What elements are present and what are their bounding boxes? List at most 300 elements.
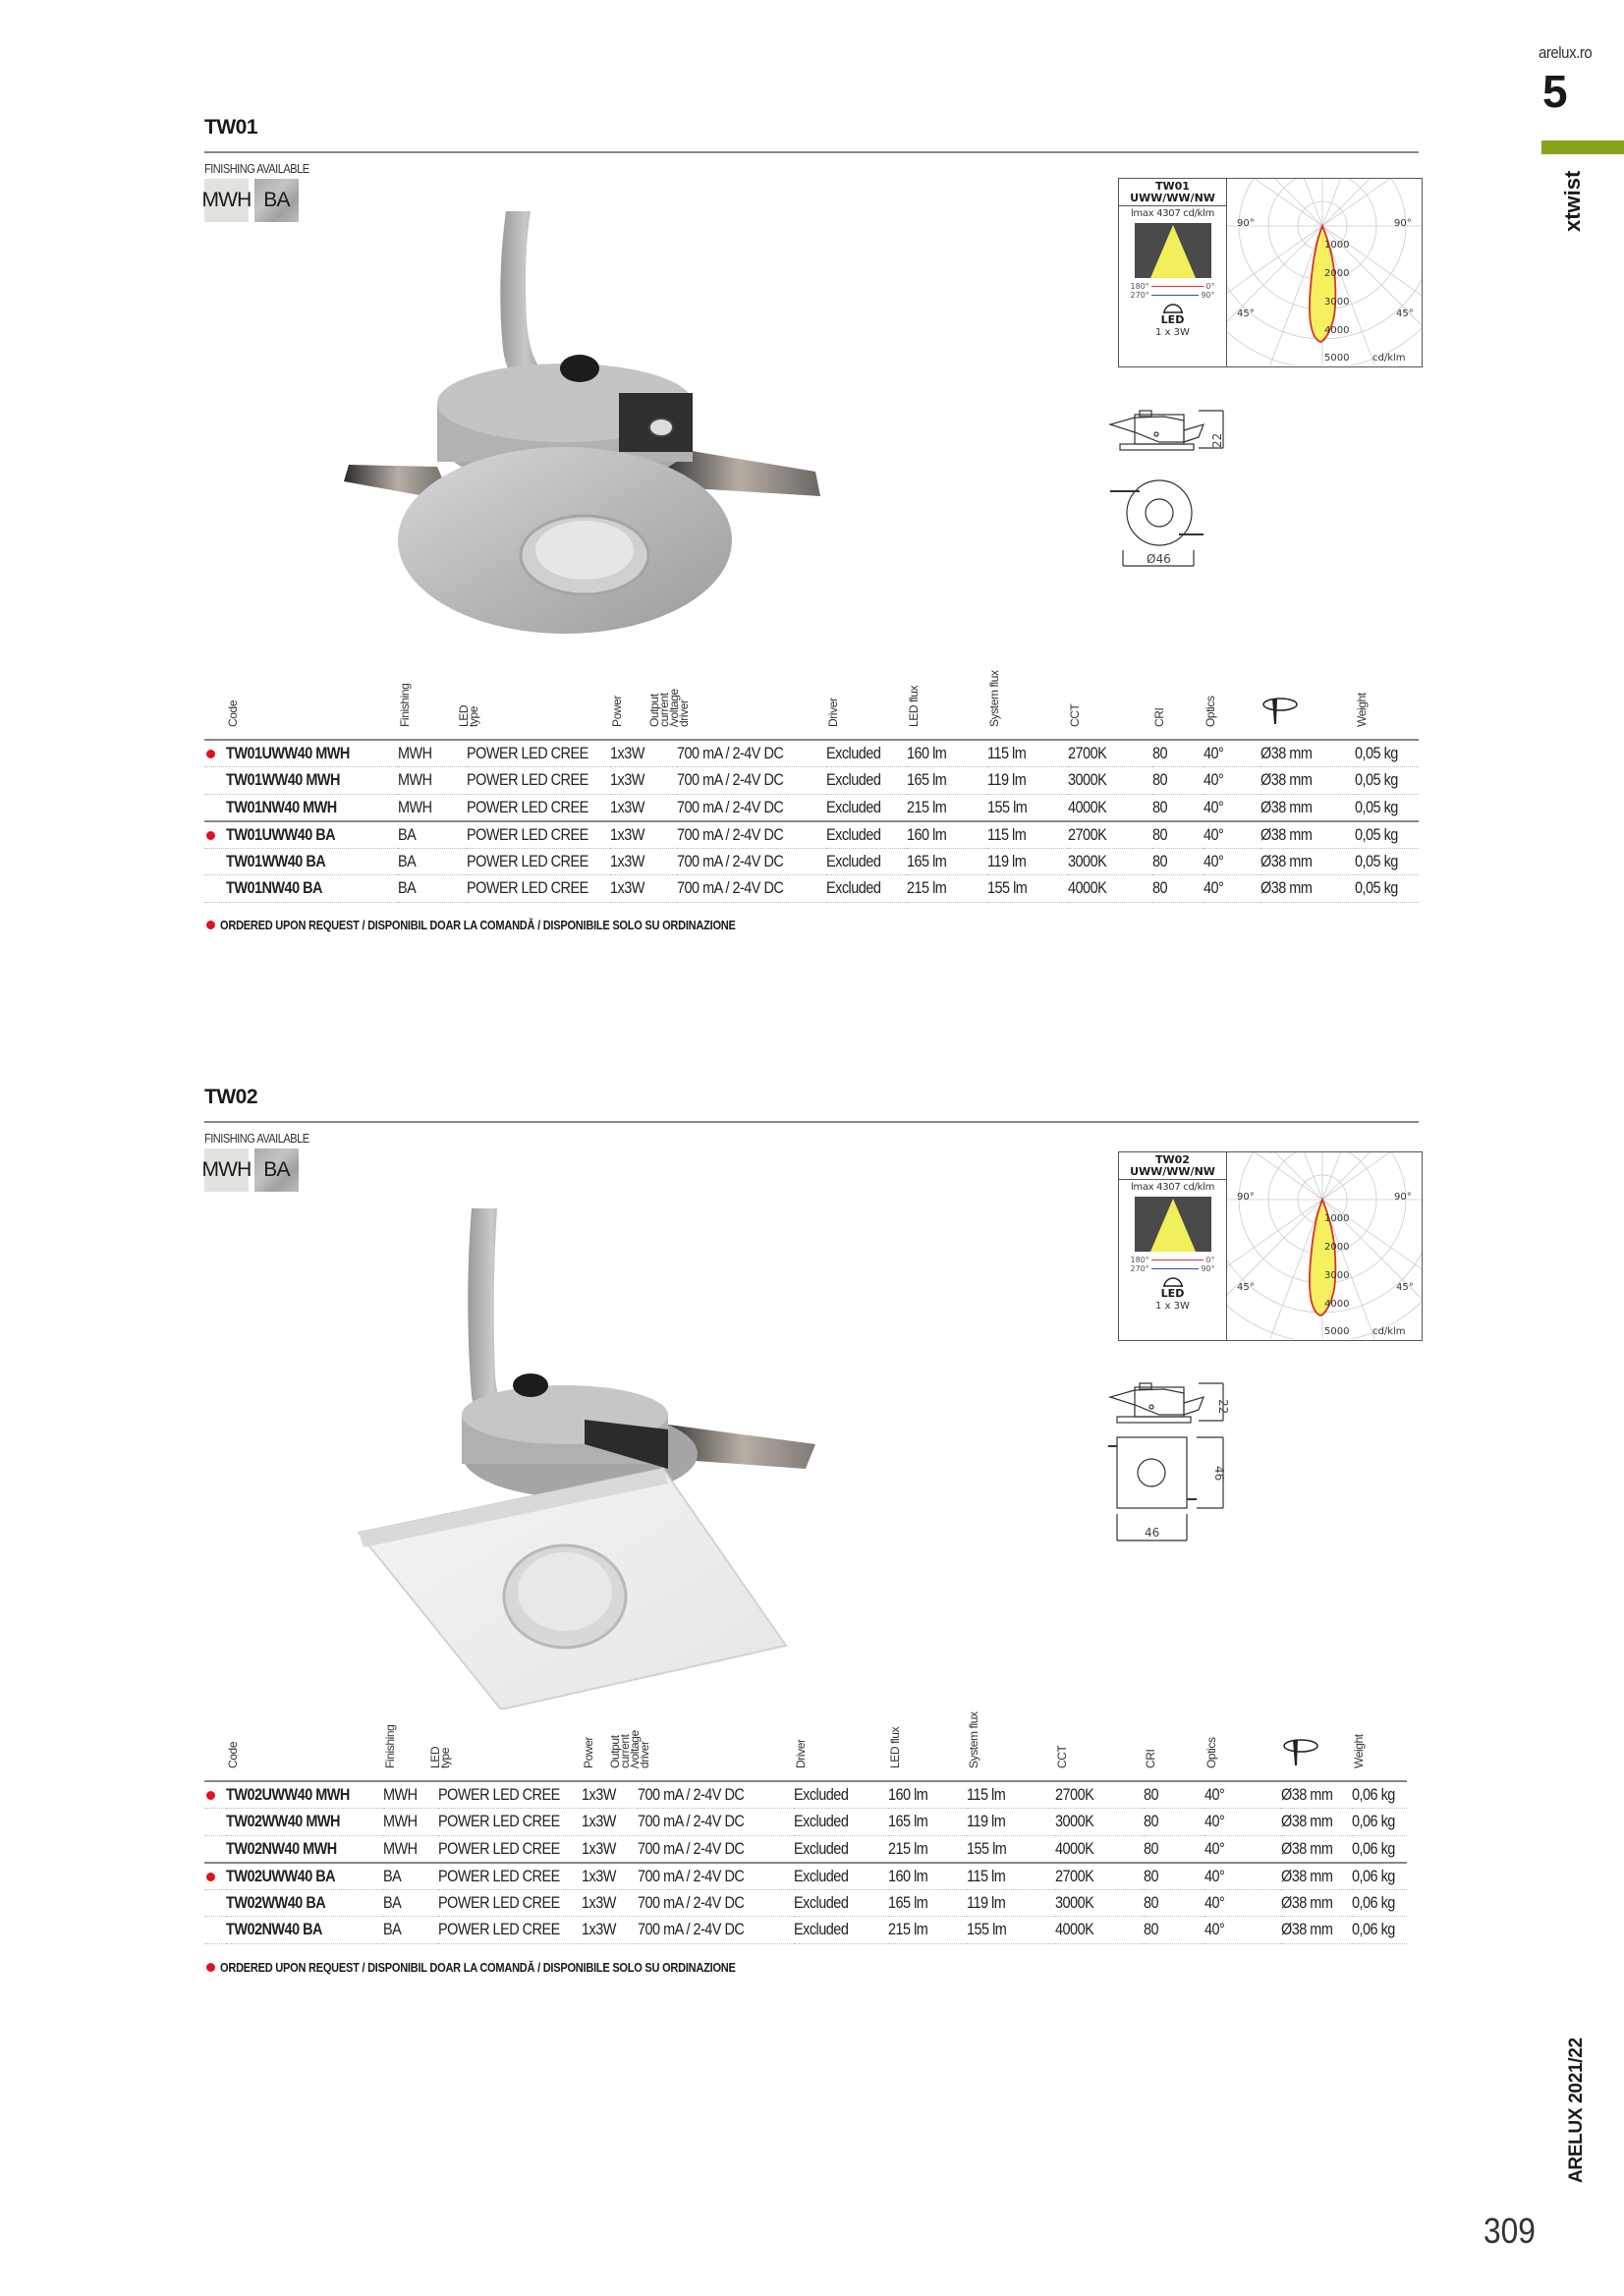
legend-left-label: 180° — [1130, 1256, 1149, 1264]
cell-text: 80 — [1151, 797, 1167, 816]
cell-cut — [1281, 1809, 1352, 1836]
cell-cri — [1152, 794, 1204, 821]
col-header-output: Output current /voltage driver — [607, 1730, 651, 1768]
table-row — [204, 767, 1419, 795]
cell-led-flux — [888, 1889, 967, 1917]
cell-text: TW01WW40 BA — [226, 851, 326, 870]
finishing-label: FINISHING AVAILABLE — [204, 1131, 309, 1146]
cell-text: TW01NW40 MWH — [226, 797, 337, 816]
cell-text: 155 lm — [986, 878, 1027, 898]
cell-text: MWH — [383, 1812, 418, 1831]
cell-text: 0,05 kg — [1354, 770, 1398, 790]
cell-text: 4000K — [1067, 797, 1106, 816]
cell-text: 1x3W — [581, 1785, 616, 1804]
cell-text: 1x3W — [609, 744, 644, 762]
cell-cct — [1055, 1809, 1144, 1836]
dimension-height: 22 — [1216, 1399, 1230, 1415]
order-note-text: ORDERED UPON REQUEST / DISPONIBIL DOAR LA COMANDĂ / DISPONIBILE SOLO SU ORDINAZIONE — [220, 1960, 736, 1975]
cell-led-type — [438, 1781, 582, 1809]
beam-diameter-icon — [1281, 1738, 1320, 1767]
cell-weight — [1355, 821, 1419, 849]
legend-line-blue — [1151, 1268, 1200, 1269]
cell-driver — [794, 1863, 888, 1890]
cell-text: BA — [398, 851, 417, 870]
photometric-variants: UWW/WW/NW — [1130, 1165, 1215, 1178]
col-header-led-flux: LED flux — [906, 685, 921, 727]
cell-cri — [1152, 875, 1204, 903]
ring-label: 4000 — [1324, 325, 1350, 336]
cell-cut — [1281, 1917, 1352, 1944]
cell-weight — [1352, 1863, 1407, 1890]
cell-text: Excluded — [793, 1812, 848, 1831]
cell-power — [582, 1781, 638, 1809]
ring-label: 1000 — [1324, 240, 1350, 251]
cell-text: Excluded — [825, 878, 880, 898]
cell-led-flux — [888, 1781, 967, 1809]
cell-text: TW01UWW40 BA — [226, 824, 336, 844]
cell-cut — [1281, 1835, 1352, 1863]
cell-text: 0,05 kg — [1354, 797, 1398, 816]
red-dot-icon — [206, 1963, 215, 1972]
cell-cct — [1068, 767, 1152, 795]
cell-output — [638, 1835, 794, 1863]
cell-text: TW02NW40 MWH — [226, 1838, 337, 1858]
cell-weight — [1352, 1835, 1407, 1863]
cell-text: TW02WW40 BA — [226, 1892, 326, 1912]
technical-drawing-tw02 — [1105, 1375, 1253, 1547]
cell-optics — [1204, 1835, 1281, 1863]
cell-system-flux — [967, 1835, 1055, 1863]
cell-cut — [1281, 1889, 1352, 1917]
cell-cut — [1281, 1863, 1352, 1890]
cell-finishing — [383, 1863, 438, 1890]
chapter-accent-bar — [1541, 140, 1624, 154]
cell-cut — [1260, 821, 1355, 849]
cell-finishing — [383, 1781, 438, 1809]
dimension-width: 46 — [1145, 1526, 1160, 1540]
cell-text: POWER LED CREE — [438, 1812, 560, 1831]
cell-text: Excluded — [825, 851, 880, 870]
ring-label: 5000 — [1324, 353, 1350, 364]
section-title: TW01 — [204, 116, 258, 139]
ring-label: 3000 — [1324, 297, 1350, 308]
cell-power — [582, 1917, 638, 1944]
cell-text: Excluded — [793, 1866, 848, 1885]
col-header-finishing: Finishing — [383, 1724, 397, 1768]
photometric-info — [1119, 1152, 1227, 1340]
table-row — [204, 848, 1419, 875]
cell-cri — [1152, 848, 1204, 875]
cell-power — [610, 767, 677, 795]
dimension-height: 22 — [1210, 432, 1224, 448]
cell-system-flux — [987, 821, 1068, 849]
cell-text: 160 lm — [887, 1785, 927, 1804]
col-header-system-flux: System flux — [986, 670, 1001, 727]
cell-code — [226, 1809, 383, 1836]
photometric-header — [1119, 1152, 1226, 1180]
beam-cone-icon — [1135, 223, 1211, 278]
cell-optics — [1204, 1917, 1281, 1944]
cell-power — [582, 1889, 638, 1917]
angle-label: 45° — [1396, 1282, 1414, 1293]
cell-driver — [794, 1889, 888, 1917]
red-dot-icon — [206, 750, 215, 758]
cell-cct — [1068, 794, 1152, 821]
cell-text: Excluded — [793, 1785, 848, 1804]
angle-label: 90° — [1394, 1192, 1412, 1203]
cell-optics — [1204, 767, 1260, 795]
cell-text: MWH — [398, 770, 432, 790]
angle-label: 90° — [1237, 218, 1255, 229]
cell-system-flux — [987, 794, 1068, 821]
cell-finishing — [383, 1889, 438, 1917]
cell-text: 40° — [1204, 1892, 1224, 1912]
led-icon — [1161, 304, 1185, 325]
order-indicator-cell — [204, 1863, 226, 1890]
cell-optics — [1204, 1863, 1281, 1890]
cell-led-type — [438, 1835, 582, 1863]
cell-text: 115 lm — [986, 744, 1026, 762]
table-row — [204, 821, 1419, 849]
cell-led-type — [467, 875, 610, 903]
cell-text: 215 lm — [887, 1838, 927, 1858]
ring-label: 4000 — [1324, 1299, 1350, 1310]
col-header-code: Code — [226, 1741, 240, 1768]
cell-text: POWER LED CREE — [467, 797, 588, 816]
cell-text: 40° — [1204, 1866, 1224, 1885]
cell-text: 80 — [1143, 1785, 1158, 1804]
cell-led-type — [438, 1863, 582, 1890]
cell-finishing — [398, 875, 467, 903]
legend-right-label: 90° — [1201, 291, 1215, 300]
cell-text: 215 lm — [887, 1920, 927, 1939]
cell-driver — [794, 1781, 888, 1809]
cell-text: 1x3W — [609, 797, 644, 816]
curve-legend — [1131, 282, 1215, 300]
cell-text: 3000K — [1054, 1812, 1093, 1831]
cell-text: Excluded — [793, 1838, 848, 1858]
cell-code — [226, 1863, 383, 1890]
cell-led-type — [467, 740, 610, 767]
cell-text: Excluded — [825, 744, 880, 762]
cell-cct — [1055, 1889, 1144, 1917]
cell-text: 0,05 kg — [1354, 851, 1398, 870]
cell-code — [226, 1835, 383, 1863]
cell-driver — [826, 740, 907, 767]
cell-code — [226, 1781, 383, 1809]
cell-finishing — [398, 767, 467, 795]
cell-cri — [1144, 1863, 1204, 1890]
cell-cut — [1260, 875, 1355, 903]
cell-cri — [1152, 821, 1204, 849]
cell-text: 119 lm — [986, 770, 1026, 790]
cell-text: 40° — [1204, 1785, 1224, 1804]
cell-driver — [826, 767, 907, 795]
cell-text: Ø38 mm — [1280, 1785, 1332, 1804]
col-header-power: Power — [581, 1736, 595, 1768]
order-note — [206, 918, 826, 932]
cell-led-type — [467, 848, 610, 875]
col-header-output: Output current /voltage driver — [646, 689, 691, 727]
cell-led-flux — [907, 848, 987, 875]
cell-finishing — [398, 848, 467, 875]
cell-text: Ø38 mm — [1280, 1892, 1332, 1912]
cell-cct — [1068, 740, 1152, 767]
cell-output — [677, 875, 826, 903]
cell-cct — [1055, 1863, 1144, 1890]
angle-label: 45° — [1237, 308, 1255, 319]
table-row — [204, 740, 1419, 767]
cell-text: POWER LED CREE — [467, 744, 588, 762]
cell-text: TW02UWW40 BA — [226, 1866, 336, 1885]
polar-plot — [1227, 179, 1422, 366]
cell-text: 3000K — [1067, 770, 1106, 790]
cell-cut — [1260, 740, 1355, 767]
cell-text: 155 lm — [966, 1920, 1006, 1939]
cell-code — [226, 848, 398, 875]
cell-text: 4000K — [1054, 1920, 1093, 1939]
cell-output — [638, 1889, 794, 1917]
cell-text: 40° — [1203, 878, 1223, 898]
ring-label: 1000 — [1324, 1213, 1350, 1224]
site-url: arelux.ro — [1539, 43, 1593, 62]
col-header-cct: CCT — [1067, 703, 1082, 727]
led-label: LED — [1160, 1287, 1185, 1300]
table-row — [204, 1863, 1407, 1890]
photometric-imax: lmax 4307 cd/klm — [1130, 208, 1215, 219]
legend-line-blue — [1151, 295, 1200, 296]
col-header-driver: Driver — [825, 698, 840, 727]
dimension-depth: 46 — [1212, 1466, 1226, 1482]
cell-text: 119 lm — [966, 1892, 1005, 1912]
cell-text: 40° — [1203, 824, 1223, 844]
col-header-optics: Optics — [1204, 1737, 1218, 1768]
cell-text: 40° — [1203, 744, 1223, 762]
order-indicator-cell — [204, 821, 226, 849]
cell-cct — [1068, 875, 1152, 903]
cell-text: POWER LED CREE — [438, 1838, 560, 1858]
order-indicator-cell — [204, 794, 226, 821]
cell-text: Excluded — [793, 1920, 848, 1939]
order-indicator-cell — [204, 1781, 226, 1809]
cell-cri — [1144, 1835, 1204, 1863]
cell-optics — [1204, 794, 1260, 821]
unit-label: cd/klm — [1372, 353, 1406, 364]
cell-led-type — [467, 794, 610, 821]
cell-text: 700 mA / 2-4V DC — [676, 851, 783, 870]
cell-output — [677, 794, 826, 821]
cell-text: 80 — [1151, 824, 1167, 844]
cell-led-flux — [888, 1835, 967, 1863]
cell-weight — [1352, 1889, 1407, 1917]
cell-led-flux — [907, 767, 987, 795]
col-header-cct: CCT — [1054, 1745, 1069, 1768]
cell-text: Excluded — [825, 824, 880, 844]
product-photo-tw02 — [344, 1208, 933, 1709]
photometric-model: TW01 — [1155, 180, 1190, 193]
cell-cut — [1281, 1781, 1352, 1809]
cell-text: Ø38 mm — [1280, 1838, 1332, 1858]
cell-text: 0,05 kg — [1354, 878, 1398, 898]
table-row — [204, 1917, 1407, 1944]
cell-text: Ø38 mm — [1280, 1920, 1332, 1939]
cell-text: TW02WW40 MWH — [226, 1812, 340, 1831]
product-photo-tw01 — [324, 201, 904, 639]
angle-label: 45° — [1237, 1282, 1255, 1293]
cell-text: 0,05 kg — [1354, 824, 1398, 844]
cell-cct — [1068, 821, 1152, 849]
cell-text: 80 — [1143, 1838, 1158, 1858]
cell-led-type — [438, 1889, 582, 1917]
section-divider — [204, 151, 1419, 153]
table-body — [204, 1781, 1407, 1943]
cell-cri — [1144, 1917, 1204, 1944]
cell-system-flux — [967, 1889, 1055, 1917]
cell-finishing — [383, 1835, 438, 1863]
cell-text: 80 — [1143, 1812, 1158, 1831]
cell-power — [610, 794, 677, 821]
table-header-row — [204, 673, 1419, 740]
cell-cct — [1055, 1835, 1144, 1863]
order-indicator-cell — [204, 1835, 226, 1863]
cell-text: TW01UWW40 MWH — [226, 744, 350, 762]
cell-text: 1x3W — [581, 1812, 616, 1831]
cell-text: POWER LED CREE — [467, 851, 588, 870]
cell-text: 119 lm — [986, 851, 1026, 870]
cell-cct — [1068, 848, 1152, 875]
cell-text: 700 mA / 2-4V DC — [637, 1785, 744, 1804]
cell-text: 0,06 kg — [1351, 1892, 1395, 1912]
cell-text: POWER LED CREE — [467, 824, 588, 844]
cell-finishing — [383, 1809, 438, 1836]
cell-weight — [1355, 767, 1419, 795]
cell-text: 1x3W — [609, 770, 644, 790]
cell-optics — [1204, 1809, 1281, 1836]
cell-system-flux — [987, 875, 1068, 903]
cell-text: Excluded — [825, 797, 880, 816]
photometric-diagram-tw02 — [1118, 1151, 1423, 1341]
finishing-label: FINISHING AVAILABLE — [204, 161, 309, 176]
cell-text: 1x3W — [581, 1838, 616, 1858]
cell-led-flux — [907, 875, 987, 903]
photometric-imax: lmax 4307 cd/klm — [1130, 1182, 1215, 1193]
cell-text: 115 lm — [986, 824, 1026, 844]
order-note-text: ORDERED UPON REQUEST / DISPONIBIL DOAR LA COMANDĂ / DISPONIBILE SOLO SU ORDINAZIONE — [220, 918, 736, 932]
spec-table-tw02 — [204, 1711, 1407, 1944]
cell-output — [638, 1809, 794, 1836]
ring-label: 2000 — [1324, 268, 1350, 279]
cell-text: 40° — [1203, 851, 1223, 870]
led-label: LED — [1160, 313, 1185, 326]
cell-text: 700 mA / 2-4V DC — [637, 1866, 744, 1885]
cell-cri — [1144, 1889, 1204, 1917]
unit-label: cd/klm — [1372, 1326, 1406, 1337]
cell-weight — [1352, 1917, 1407, 1944]
cell-cri — [1144, 1781, 1204, 1809]
col-header-led-type: LED type — [457, 704, 480, 727]
cell-system-flux — [967, 1863, 1055, 1890]
finish-swatch-ba: BA — [254, 179, 299, 222]
cell-system-flux — [967, 1917, 1055, 1944]
cell-power — [610, 875, 677, 903]
cell-optics — [1204, 740, 1260, 767]
section-title: TW02 — [204, 1086, 258, 1108]
cell-finishing — [398, 794, 467, 821]
cell-system-flux — [987, 848, 1068, 875]
cell-output — [638, 1863, 794, 1890]
cell-text: 700 mA / 2-4V DC — [637, 1838, 744, 1858]
cell-optics — [1204, 1781, 1281, 1809]
cell-text: 115 lm — [966, 1785, 1005, 1804]
cell-text: Ø38 mm — [1260, 851, 1312, 870]
cell-text: 80 — [1143, 1892, 1158, 1912]
cell-text: 3000K — [1067, 851, 1106, 870]
photometric-diagram-tw01 — [1118, 178, 1423, 367]
cell-text: 160 lm — [906, 824, 946, 844]
cell-led-flux — [907, 821, 987, 849]
cell-text: TW01WW40 MWH — [226, 770, 340, 790]
brand-label: xtwist — [1560, 170, 1585, 232]
cell-text: 1x3W — [581, 1892, 616, 1912]
photometric-header — [1119, 179, 1226, 206]
cell-finishing — [398, 821, 467, 849]
cell-text: 40° — [1204, 1838, 1224, 1858]
technical-drawing-tw01 — [1105, 403, 1248, 575]
red-dot-icon — [206, 921, 215, 929]
cell-led-type — [467, 767, 610, 795]
cell-code — [226, 821, 398, 849]
photometric-power: 1 x 3W — [1155, 327, 1190, 338]
cell-cri — [1144, 1809, 1204, 1836]
cell-power — [610, 821, 677, 849]
cell-code — [226, 1917, 383, 1944]
cell-led-flux — [907, 740, 987, 767]
beam-cone-icon — [1135, 1197, 1211, 1252]
cell-text: 1x3W — [609, 824, 644, 844]
cell-output — [638, 1781, 794, 1809]
order-indicator-cell — [204, 848, 226, 875]
cell-text: 0,05 kg — [1354, 744, 1398, 762]
red-dot-icon — [206, 1791, 215, 1800]
cell-cut — [1260, 794, 1355, 821]
cell-text: 160 lm — [887, 1866, 927, 1885]
cell-text: 40° — [1204, 1812, 1224, 1831]
cell-cut — [1260, 767, 1355, 795]
col-header-system-flux: System flux — [966, 1711, 980, 1768]
spec-table-tw01 — [204, 670, 1419, 903]
legend-right-label: 0° — [1205, 1256, 1215, 1264]
table-body — [204, 740, 1419, 902]
cell-text: 115 lm — [966, 1866, 1005, 1885]
cell-text: Ø38 mm — [1260, 744, 1312, 762]
cell-led-type — [438, 1917, 582, 1944]
cell-weight — [1355, 875, 1419, 903]
cell-text: POWER LED CREE — [438, 1785, 560, 1804]
cell-text: POWER LED CREE — [467, 878, 588, 898]
cell-text: 2700K — [1067, 744, 1106, 762]
cell-weight — [1352, 1781, 1407, 1809]
cell-cut — [1260, 848, 1355, 875]
cell-driver — [794, 1809, 888, 1836]
table-header-row — [204, 1714, 1407, 1781]
cell-driver — [826, 821, 907, 849]
cell-text: TW02UWW40 MWH — [226, 1785, 350, 1804]
cell-code — [226, 1889, 383, 1917]
cell-optics — [1204, 875, 1260, 903]
finish-swatch-ba: BA — [254, 1148, 299, 1192]
cell-text: 2700K — [1054, 1785, 1093, 1804]
cell-power — [582, 1835, 638, 1863]
